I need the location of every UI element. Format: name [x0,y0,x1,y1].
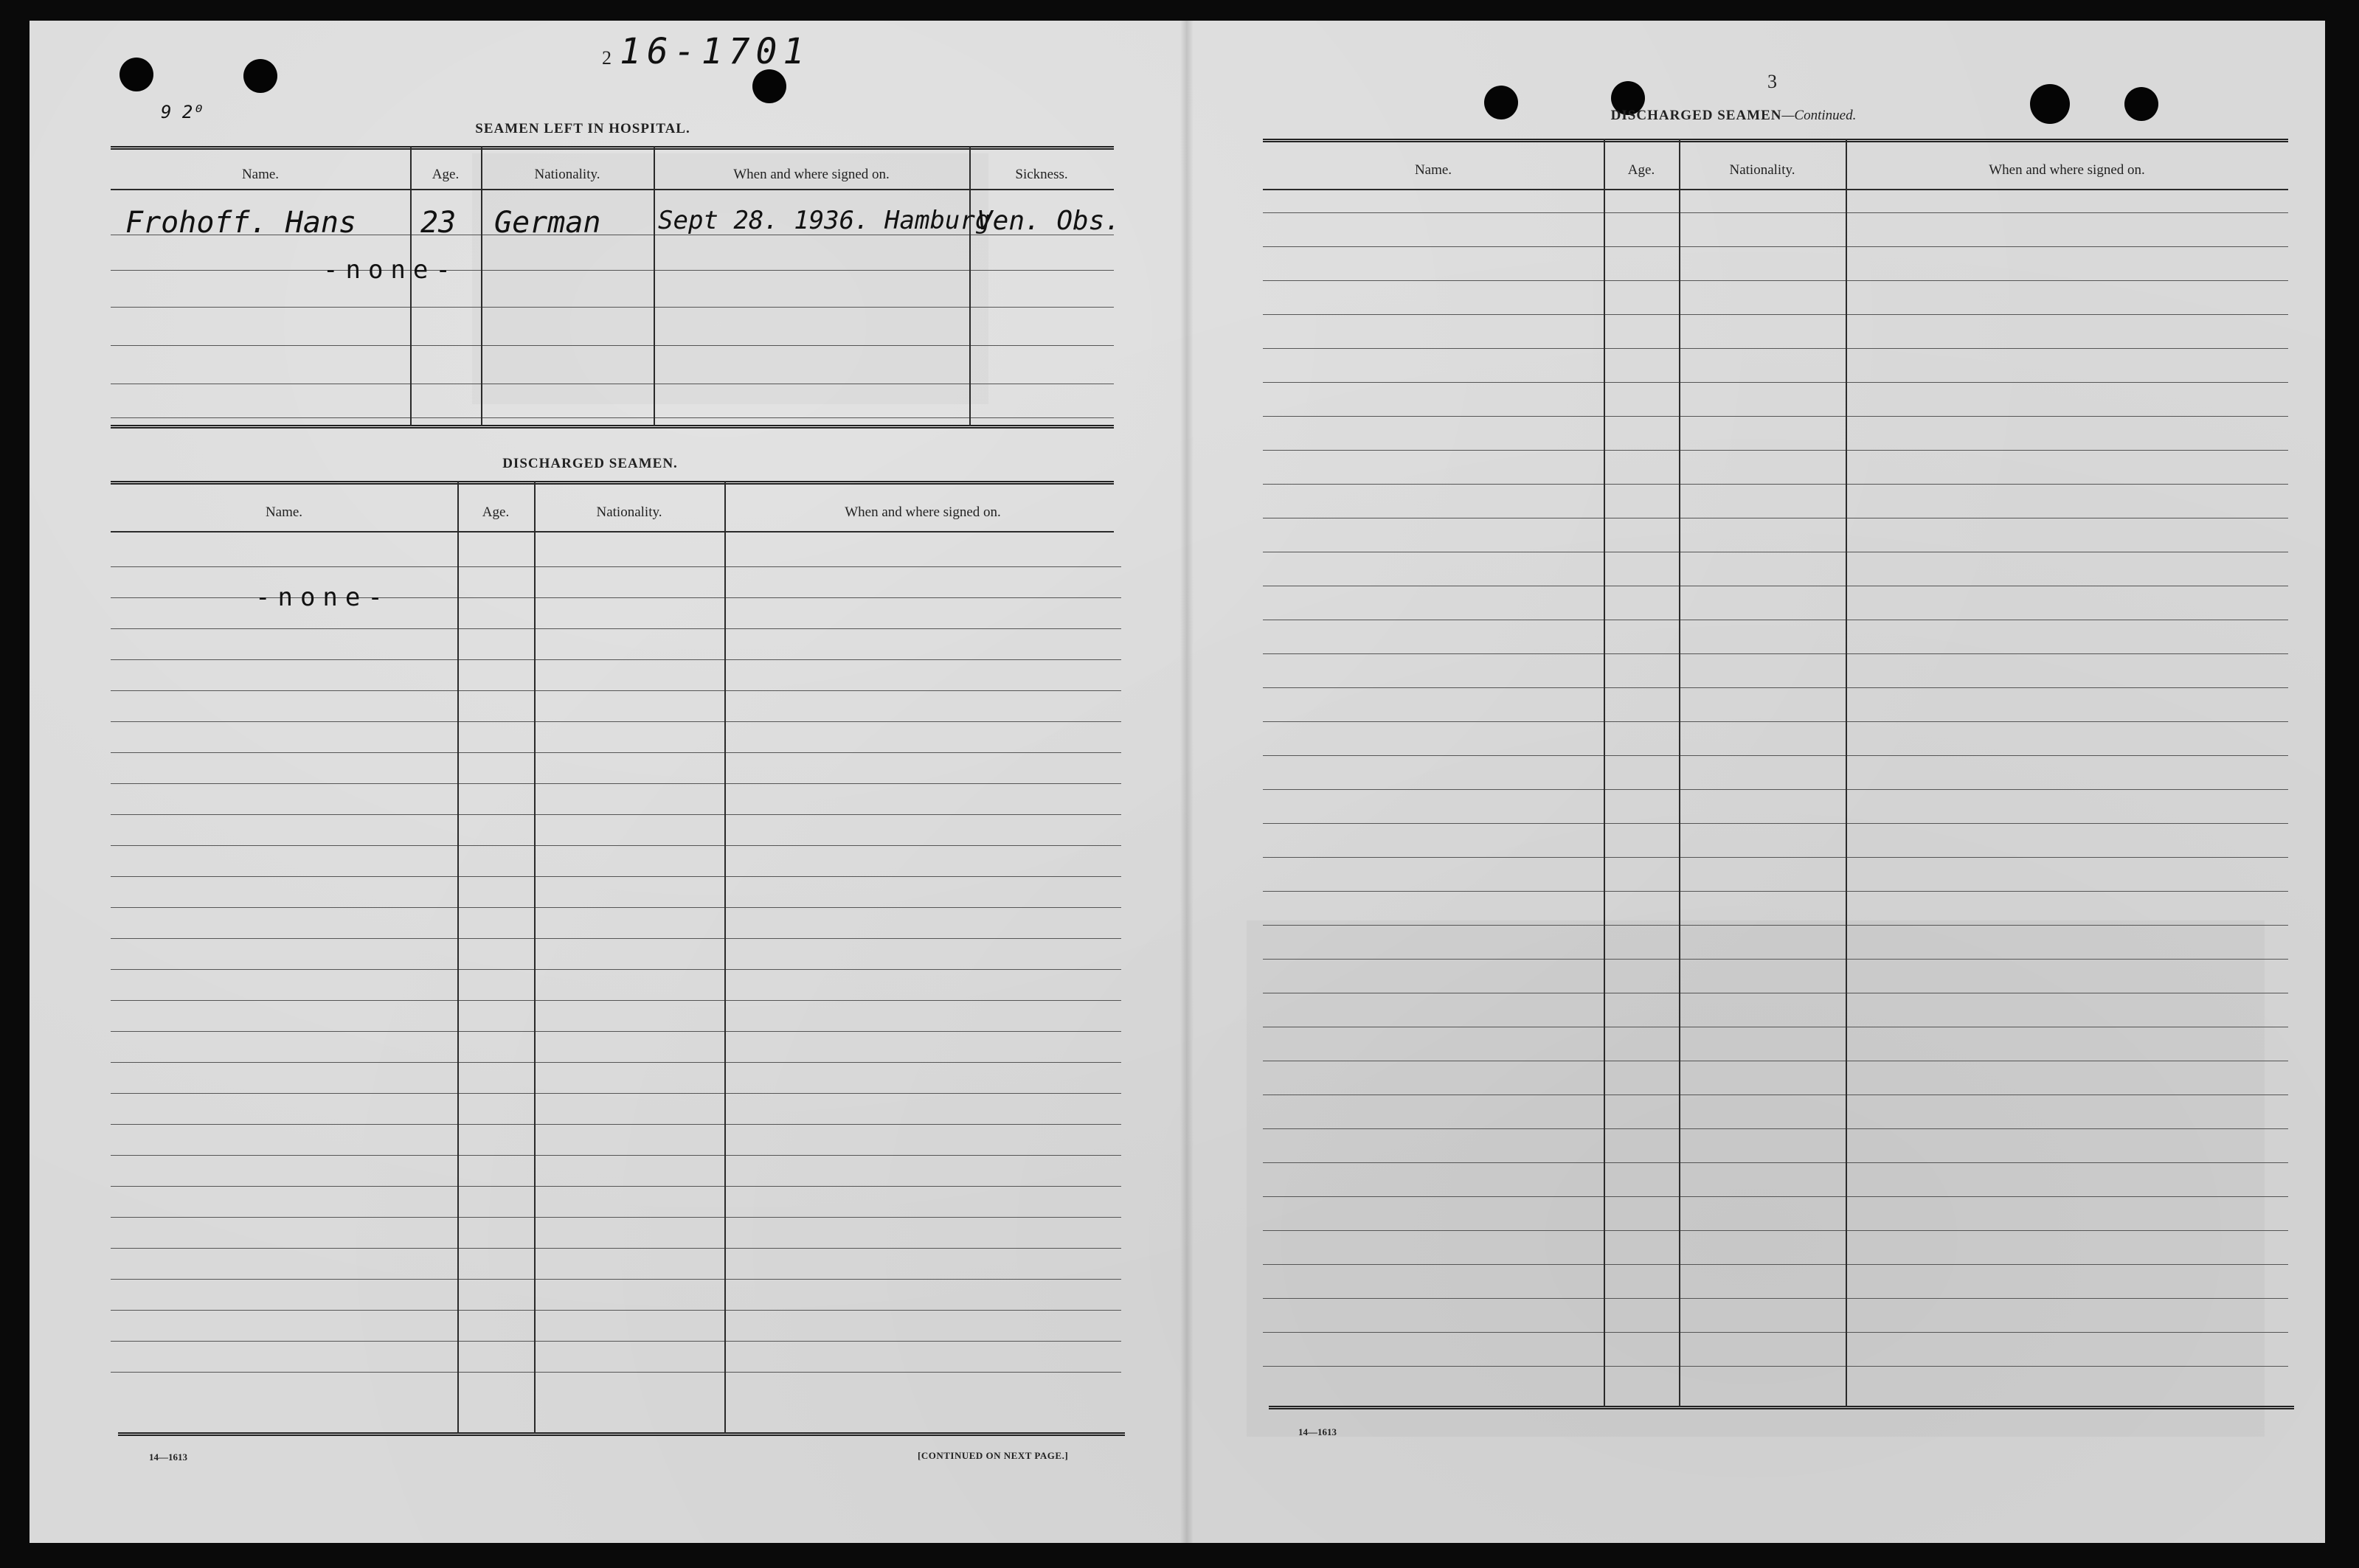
punch-hole [2124,87,2158,121]
column-header-sickness: Sickness. [1015,167,1068,182]
column-header-nationality: Nationality. [534,167,600,182]
table-top-rule [111,146,1114,150]
table-row-rule [111,1062,1121,1063]
column-header-name: Name. [265,504,303,520]
column-divider [410,146,412,426]
table-row-rule [111,1031,1121,1032]
table-row-rule [1263,959,2288,960]
column-header-age: Age. [482,504,510,520]
form-number: 14—1613 [1298,1426,1337,1437]
table-row-rule [1263,1196,2288,1197]
table-row-rule [111,690,1121,691]
column-divider [969,146,971,426]
table-row-rule [111,1124,1121,1125]
section-title [1527,108,1940,124]
column-header-name: Name. [1414,162,1452,178]
table-row-rule [111,783,1121,784]
column-header-age: Age. [1627,162,1655,178]
table-row-rule [111,876,1121,877]
table-row-rule [1263,1366,2288,1367]
table-row-rule [1263,789,2288,790]
table-header-rule [111,531,1114,533]
table-row-rule [111,721,1121,722]
page-number: 2 [602,47,612,69]
table-row-rule [111,1310,1121,1311]
table-row-rule [1263,450,2288,451]
table-row-rule [111,307,1114,308]
table-header-rule [111,189,1114,190]
table-row-rule [1263,891,2288,892]
seaman-age: 23 [420,206,457,240]
column-divider [654,146,655,426]
table-row-rule [1263,653,2288,654]
table-row-rule [1263,416,2288,417]
table-top-rule [1263,139,2288,142]
seaman-signed-on: Sept 28. 1936. Hamburg [658,206,991,235]
table-row-rule [1263,1230,2288,1231]
table-row-rule [1263,1298,2288,1299]
table-row-rule [111,1217,1121,1218]
table-row-rule [1263,1264,2288,1265]
column-header-signed-on: When and where signed on. [1989,162,2145,178]
column-divider [724,481,726,1434]
table-row-rule [1263,348,2288,349]
corner-handwritten-mark: 9 2⁰ [161,102,204,122]
page-fold [1180,21,1194,1543]
table-row-rule [111,752,1121,753]
table-row-rule [111,1279,1121,1280]
column-header-nationality: Nationality. [596,504,662,520]
column-header-name: Name. [241,167,280,182]
continued-note: [CONTINUED ON NEXT PAGE.] [918,1450,1069,1461]
form-number: 14—1613 [149,1451,187,1463]
column-divider [1604,139,1605,1407]
table-row-rule [111,566,1121,567]
table-row-rule [111,1372,1121,1373]
document-sheet [30,21,2325,1543]
table-row-rule [1263,246,2288,247]
page-number: 3 [1767,71,1777,92]
punch-hole [119,58,153,91]
column-header-nationality: Nationality. [1729,162,1795,178]
table-header-rule [1263,189,2288,190]
table-row-rule [111,1186,1121,1187]
table-row-rule [111,270,1114,271]
column-divider [457,481,459,1434]
table-row-rule [1263,1162,2288,1163]
table-row-rule [111,417,1114,418]
table-row-rule [1263,687,2288,688]
table-row-rule [111,628,1121,629]
punch-hole [2030,84,2070,124]
column-divider [1679,139,1680,1407]
section-title-suffix: —Continued. [1781,108,1857,123]
column-divider [1846,139,1847,1407]
handwritten-file-number: 16-1701 [620,31,811,72]
table-row-rule [1263,280,2288,281]
section-title: DISCHARGED SEAMEN. [502,456,678,471]
section-title-main: DISCHARGED SEAMEN [1610,108,1782,123]
table-row-rule [111,969,1121,970]
column-header-signed-on: When and where signed on. [845,504,1001,520]
table-row-rule [111,659,1121,660]
table-row-rule [111,845,1121,846]
table-row-rule [1263,314,2288,315]
table-row-rule [111,1248,1121,1249]
table-row-rule [1263,823,2288,824]
seaman-nationality: German [494,206,601,240]
table-row-rule [111,1341,1121,1342]
table-row-rule [111,938,1121,939]
table-top-rule [111,481,1114,485]
table-row-rule [1263,212,2288,213]
column-header-age: Age. [432,167,460,182]
table-bottom-rule [111,425,1114,429]
table-row-rule [111,1000,1121,1001]
table-row-rule [1263,857,2288,858]
punch-hole [1484,86,1518,119]
column-divider [534,481,536,1434]
seaman-name: Frohoff. Hans [125,206,357,240]
table-row-rule [111,907,1121,908]
punch-hole [752,69,786,103]
column-header-signed-on: When and where signed on. [733,167,890,182]
seaman-sickness: Ven. Obs. [977,206,1121,236]
bleed-through-shadow [1247,920,2265,1437]
table-row-rule [1263,1128,2288,1129]
none-note: -none- [255,583,390,612]
table-bottom-rule [118,1432,1125,1436]
table-row-rule [1263,925,2288,926]
table-row-rule [1263,755,2288,756]
table-row-rule [1263,382,2288,383]
bleed-through-shadow [472,153,991,404]
table-row-rule [111,1093,1121,1094]
table-row-rule [111,345,1114,346]
table-bottom-rule [1269,1406,2294,1409]
punch-hole [243,59,277,93]
table-row-rule [1263,484,2288,485]
column-divider [481,146,482,426]
table-row-rule [111,814,1121,815]
table-row-rule [1263,721,2288,722]
none-note: -none- [323,255,458,285]
section-title: SEAMEN LEFT IN HOSPITAL. [475,121,690,136]
table-row-rule [1263,1332,2288,1333]
table-row-rule [111,1155,1121,1156]
